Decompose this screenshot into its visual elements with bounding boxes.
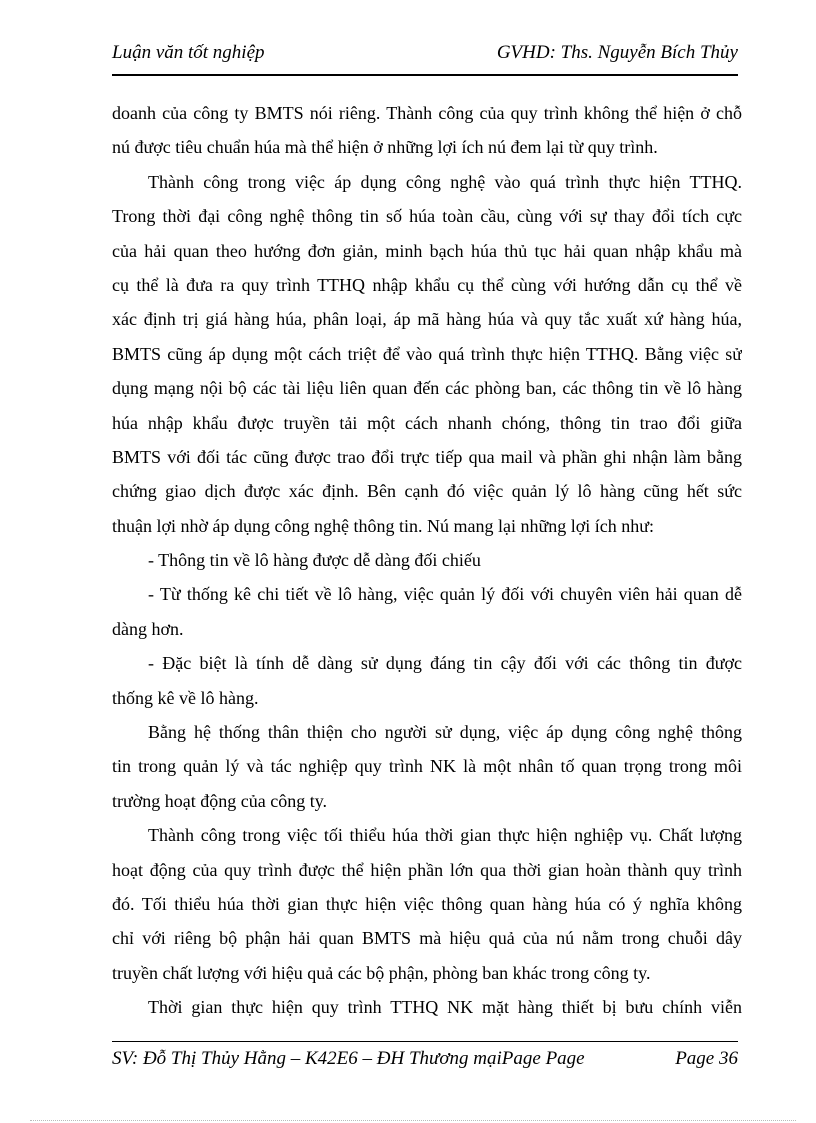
text-line: BMTS với đối tác cũng được trao đổi trực tiếp qua mail và phần ghi nhận làm bằng [112, 446, 742, 467]
footer-student: SV: Đỗ Thị Thủy Hằng – K42E6 – ĐH Thương mạiPage Page [112, 1048, 585, 1069]
text-line: BMTS cũng áp dụng một cách triệt để vào quá trình thực hiện TTHQ. Bằng việc sử [112, 343, 742, 364]
text-line: thuận lợi nhờ áp dụng công nghệ thông tin. Nú mang lại những lợi ích như: [112, 515, 655, 536]
bullet-line: - Đặc biệt là tính dễ dàng sử dụng đáng tin cậy đối với các thông tin được [148, 653, 742, 674]
text-line: doanh của công ty BMTS nói riêng. Thành công của quy trình không thể hiện ở chỗ [112, 103, 742, 123]
text-line: của hải quan theo hướng đơn giản, minh bạch húa thủ tục hải quan nhập khẩu mà [112, 240, 742, 261]
text-line: chứng giao dịch được xác định. Bên cạnh đó việc quản lý lô hàng cũng hết sức [112, 481, 742, 502]
text-line: Thành công trong việc áp dụng công nghệ vào quá trình thực hiện TTHQ. [148, 171, 742, 192]
text-line: cụ thể là đưa ra quy trình TTHQ nhập khẩu cụ thể cùng với hướng dẫn cụ thể về [112, 274, 742, 295]
body-text [112, 96, 742, 1025]
header-advisor: GVHD: Ths. Nguyễn Bích Thủy [496, 42, 738, 63]
text-line: thống kê về lô hàng. [112, 687, 259, 708]
text-line: Trong thời đại công nghệ thông tin số húa toàn cầu, cùng với sự thay đổi tích cực [112, 206, 742, 227]
page-header [112, 38, 738, 76]
text-line: đó. Tối thiểu húa thời gian thực hiện việc thông quan hàng húa có ý nghĩa không [112, 893, 742, 914]
text-line: Thành công trong việc tối thiểu húa thời gian thực hiện nghiệp vụ. Chất lượng [148, 825, 742, 846]
text-line: truyền chất lượng với hiệu quả các bộ phận, phòng ban khác trong công ty. [112, 962, 651, 983]
page-number: Page 36 [675, 1048, 738, 1069]
text-line: Bằng hệ thống thân thiện cho người sử dụng, việc áp dụng công nghệ thông [148, 722, 742, 743]
text-line: tin trong quản lý và tác nghiệp quy trình NK là một nhân tố quan trọng trong môi [112, 756, 742, 777]
bullet-line: - Thông tin về lô hàng được dễ dàng đối chiếu [148, 550, 481, 571]
text-line: hoạt động của quy trình được thể hiện phần lớn qua thời gian hoàn thành quy trình [112, 859, 742, 880]
text-line: nú được tiêu chuẩn húa mà thể hiện ở những lợi ích nú đem lại từ quy trình. [112, 137, 658, 158]
text-line: xác định trị giá hàng húa, phân loại, áp mã hàng húa và quy tắc xuất xứ hàng húa, [112, 309, 742, 330]
text-line: húa nhập khẩu được truyền tải một cách nhanh chóng, thông tin trao đổi giữa [112, 412, 742, 433]
text-line: dụng mạng nội bộ các tài liệu liên quan đến các phòng ban, các thông tin về lô hàng [112, 378, 742, 399]
header-title: Luận văn tốt nghiệp [112, 42, 265, 63]
bullet-line: - Từ thống kê chi tiết về lô hàng, việc quản lý đối với chuyên viên hải quan dễ [148, 584, 742, 605]
text-line: dàng hơn. [112, 618, 184, 639]
text-line: chỉ với riêng bộ phận hải quan BMTS mà hiệu quả của nú nằm trong chuỗi dây [112, 928, 742, 949]
page-footer [112, 1041, 738, 1078]
text-line: Thời gian thực hiện quy trình TTHQ NK mặt hàng thiết bị bưu chính viễn [148, 997, 742, 1018]
text-line: trường hoạt động của công ty. [112, 790, 328, 811]
page-bottom-divider [30, 1120, 796, 1121]
